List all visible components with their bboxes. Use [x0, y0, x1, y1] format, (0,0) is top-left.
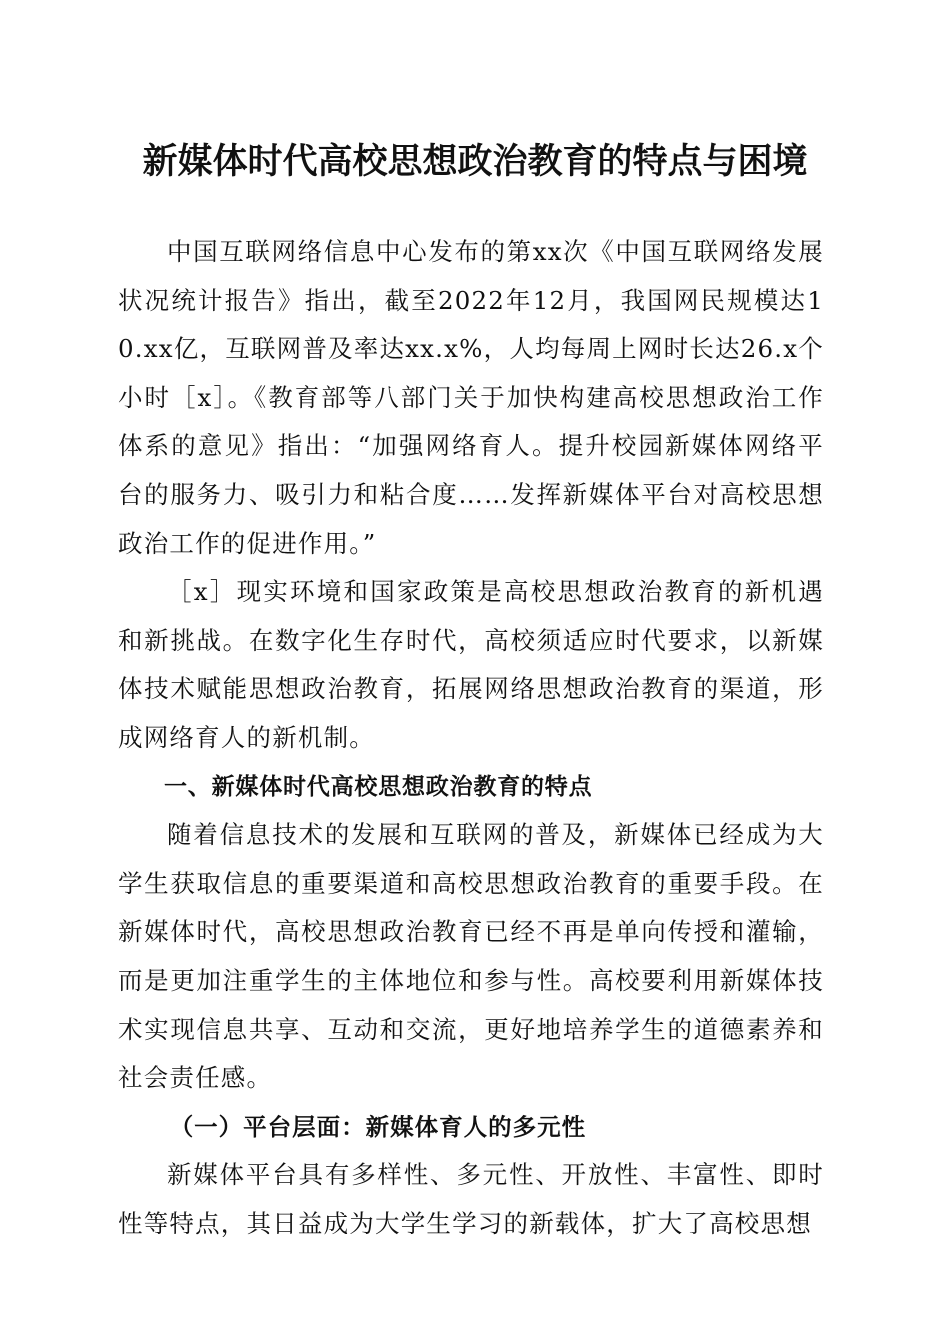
paragraph-characteristics-intro: 随着信息技术的发展和互联网的普及，新媒体已经成为大学生获取信息的重要渠道和高校思想政治教育的重要手段。在新媒体时代，高校思想政治教育已经不再是单向传授和灌输，而是更加注重学生的主体地位和参与性。高校要利用新媒体技术实现信息共享、互动和交流，更好地培养学生的道德素养和社会责任感。 — [118, 820, 824, 1093]
subsection-heading-platform: （一）平台层面：新媒体育人的多元性 — [169, 1112, 587, 1141]
paragraph-statistics: 中国互联网络信息中心发布的第xx次《中国互联网络发展状况统计报告》指出，截至2022年12月，我国网民规模达10.xx亿，互联网普及率达xx.x%，人均每周上网时长达26.x个小时［x］。《教育部等八部门关于加快构建高校思想政治工作体系的意见》指出：“加强网络育人。提升校园新媒体网络平台的服务力、吸引力和粘合度……发挥新媒体平台对高校思想政治工作的促进作用。” — [118, 237, 824, 558]
document-title: 新媒体时代高校思想政治教育的特点与困境 — [142, 141, 808, 182]
paragraph-platform: 新媒体平台具有多样性、多元性、开放性、丰富性、即时性等特点，其日益成为大学生学习的新载体，扩大了高校思想 — [118, 1160, 824, 1238]
paragraph-policy-context: ［x］现实环境和国家政策是高校思想政治教育的新机遇和新挑战。在数字化生存时代，高校须适应时代要求，以新媒体技术赋能思想政治教育，拓展网络思想政治教育的渠道，形成网络育人的新机制。 — [118, 577, 824, 752]
section-heading-characteristics: 一、新媒体时代高校思想政治教育的特点 — [164, 773, 593, 800]
document-body — [118, 228, 824, 1248]
